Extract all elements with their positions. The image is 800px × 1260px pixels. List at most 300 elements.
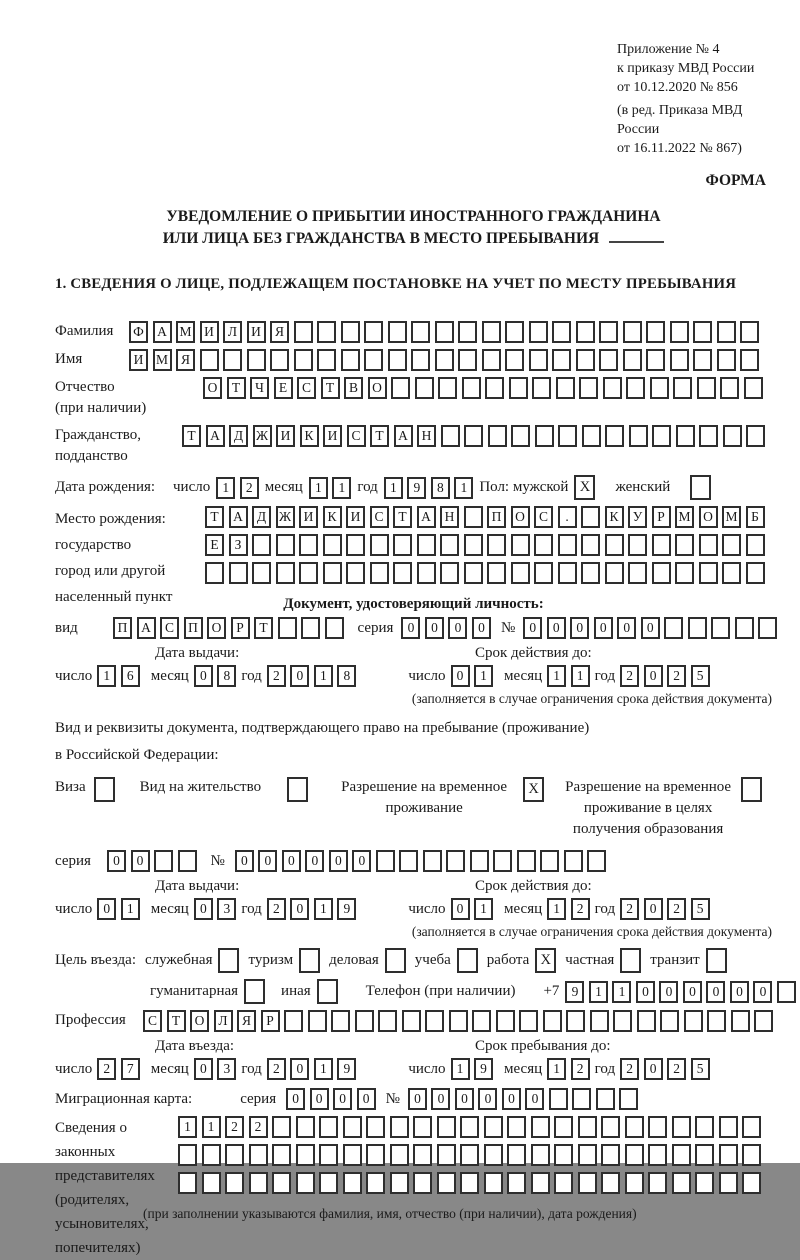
cell[interactable]: 0	[730, 981, 749, 1003]
cell[interactable]	[672, 1116, 691, 1138]
cell[interactable]: 0	[636, 981, 655, 1003]
cell[interactable]	[457, 948, 478, 973]
cell[interactable]	[581, 562, 600, 584]
cell[interactable]: О	[699, 506, 718, 528]
cell[interactable]	[697, 377, 716, 399]
cell[interactable]: Н	[440, 506, 459, 528]
cell[interactable]: С	[347, 425, 366, 447]
cell[interactable]: С	[143, 1010, 162, 1032]
cell[interactable]: Д	[252, 506, 271, 528]
cell[interactable]	[294, 321, 313, 343]
cell[interactable]: К	[323, 506, 342, 528]
cell[interactable]: 0	[455, 1088, 474, 1110]
cell[interactable]	[740, 349, 759, 371]
cell[interactable]: Т	[370, 425, 389, 447]
cell[interactable]	[331, 1010, 350, 1032]
cell[interactable]	[487, 562, 506, 584]
cell[interactable]: 0	[329, 850, 348, 872]
cell[interactable]: К	[300, 425, 319, 447]
cell[interactable]	[319, 1172, 338, 1194]
cell[interactable]: 0	[451, 665, 470, 687]
cell[interactable]	[438, 377, 457, 399]
cell[interactable]	[664, 617, 683, 639]
cell[interactable]	[587, 850, 606, 872]
cell[interactable]: 0	[451, 898, 470, 920]
cell[interactable]	[754, 1010, 773, 1032]
cell[interactable]	[323, 534, 342, 556]
cell[interactable]	[299, 562, 318, 584]
cell[interactable]	[252, 562, 271, 584]
cell[interactable]	[464, 506, 483, 528]
cell[interactable]	[637, 1010, 656, 1032]
cell[interactable]	[695, 1172, 714, 1194]
cell[interactable]	[402, 1010, 421, 1032]
cell[interactable]: 1	[314, 898, 333, 920]
cell[interactable]: Я	[176, 349, 195, 371]
cell[interactable]	[735, 617, 754, 639]
cell[interactable]	[672, 1172, 691, 1194]
cell[interactable]: 0	[194, 1058, 213, 1080]
cell[interactable]: О	[190, 1010, 209, 1032]
cell[interactable]	[366, 1144, 385, 1166]
cell[interactable]: 1	[547, 898, 566, 920]
cell[interactable]	[346, 534, 365, 556]
cell[interactable]	[540, 850, 559, 872]
cell[interactable]: А	[394, 425, 413, 447]
cell[interactable]	[534, 534, 553, 556]
cell[interactable]	[619, 1088, 638, 1110]
cell[interactable]: 0	[194, 898, 213, 920]
cell[interactable]	[346, 562, 365, 584]
cell[interactable]	[484, 1144, 503, 1166]
cell[interactable]	[717, 349, 736, 371]
cell[interactable]	[507, 1144, 526, 1166]
cell[interactable]	[543, 1010, 562, 1032]
cell[interactable]	[388, 349, 407, 371]
cell[interactable]	[284, 1010, 303, 1032]
cell[interactable]: 0	[425, 617, 444, 639]
cell[interactable]	[590, 1010, 609, 1032]
cell[interactable]	[722, 534, 741, 556]
cell[interactable]	[673, 377, 692, 399]
cell[interactable]: И	[346, 506, 365, 528]
cell[interactable]	[529, 349, 548, 371]
cell[interactable]	[741, 777, 762, 802]
cell[interactable]	[496, 1010, 515, 1032]
cell[interactable]: 2	[667, 1058, 686, 1080]
cell[interactable]	[464, 534, 483, 556]
cell[interactable]: 2	[620, 665, 639, 687]
cell[interactable]: 0	[235, 850, 254, 872]
cell[interactable]	[670, 321, 689, 343]
cell[interactable]: 8	[337, 665, 356, 687]
cell[interactable]: А	[417, 506, 436, 528]
cell[interactable]	[758, 617, 777, 639]
cell[interactable]	[599, 321, 618, 343]
cell[interactable]	[596, 1088, 615, 1110]
cell[interactable]	[531, 1116, 550, 1138]
cell[interactable]	[460, 1116, 479, 1138]
cell[interactable]	[294, 349, 313, 371]
cell[interactable]	[579, 377, 598, 399]
cell[interactable]: О	[368, 377, 387, 399]
cell[interactable]	[601, 1116, 620, 1138]
cell[interactable]: 1	[121, 898, 140, 920]
cell[interactable]	[719, 1116, 738, 1138]
cell[interactable]: 0	[570, 617, 589, 639]
cell[interactable]	[458, 321, 477, 343]
cell[interactable]: А	[137, 617, 156, 639]
cell[interactable]	[695, 1116, 714, 1138]
cell[interactable]	[646, 321, 665, 343]
cell[interactable]: 2	[97, 1058, 116, 1080]
cell[interactable]	[343, 1144, 362, 1166]
cell[interactable]	[626, 377, 645, 399]
cell[interactable]	[247, 349, 266, 371]
cell[interactable]	[507, 1116, 526, 1138]
cell[interactable]	[154, 850, 173, 872]
cell[interactable]	[552, 349, 571, 371]
cell[interactable]: Б	[746, 506, 765, 528]
cell[interactable]	[558, 562, 577, 584]
cell[interactable]	[717, 321, 736, 343]
cell[interactable]	[731, 1010, 750, 1032]
cell[interactable]	[578, 1172, 597, 1194]
cell[interactable]: Т	[227, 377, 246, 399]
cell[interactable]: 0	[408, 1088, 427, 1110]
cell[interactable]: 0	[644, 1058, 663, 1080]
cell[interactable]: 0	[352, 850, 371, 872]
cell[interactable]: 1	[202, 1116, 221, 1138]
cell[interactable]: 0	[310, 1088, 329, 1110]
cell[interactable]: 0	[478, 1088, 497, 1110]
cell[interactable]	[366, 1172, 385, 1194]
cell[interactable]	[581, 506, 600, 528]
cell[interactable]	[519, 1010, 538, 1032]
cell[interactable]	[628, 562, 647, 584]
cell[interactable]: Т	[393, 506, 412, 528]
cell[interactable]	[272, 1172, 291, 1194]
cell[interactable]: И	[247, 321, 266, 343]
cell[interactable]	[370, 534, 389, 556]
cell[interactable]	[554, 1172, 573, 1194]
cell[interactable]: Д	[229, 425, 248, 447]
cell[interactable]	[343, 1172, 362, 1194]
cell[interactable]: 1	[314, 1058, 333, 1080]
cell[interactable]	[229, 562, 248, 584]
cell[interactable]	[693, 349, 712, 371]
cell[interactable]	[252, 534, 271, 556]
cell[interactable]: 1	[571, 665, 590, 687]
cell[interactable]	[299, 534, 318, 556]
cell[interactable]	[413, 1172, 432, 1194]
cell[interactable]	[648, 1144, 667, 1166]
cell[interactable]	[225, 1144, 244, 1166]
cell[interactable]	[646, 349, 665, 371]
cell[interactable]: 9	[474, 1058, 493, 1080]
cell[interactable]	[460, 1144, 479, 1166]
cell[interactable]	[446, 850, 465, 872]
cell[interactable]: 7	[121, 1058, 140, 1080]
cell[interactable]: С	[370, 506, 389, 528]
cell[interactable]: 0	[683, 981, 702, 1003]
cell[interactable]	[554, 1116, 573, 1138]
cell[interactable]: 0	[617, 617, 636, 639]
cell[interactable]	[411, 349, 430, 371]
cell[interactable]: В	[344, 377, 363, 399]
cell[interactable]: 0	[594, 617, 613, 639]
cell[interactable]	[319, 1116, 338, 1138]
cell[interactable]: 2	[249, 1116, 268, 1138]
cell[interactable]	[695, 1144, 714, 1166]
cell[interactable]	[531, 1172, 550, 1194]
cell[interactable]	[675, 562, 694, 584]
cell[interactable]	[603, 377, 622, 399]
cell[interactable]	[484, 1172, 503, 1194]
cell[interactable]: 1	[314, 665, 333, 687]
cell[interactable]	[296, 1172, 315, 1194]
cell[interactable]: 2	[240, 477, 259, 499]
cell[interactable]: 0	[448, 617, 467, 639]
cell[interactable]	[707, 1010, 726, 1032]
cell[interactable]	[487, 534, 506, 556]
cell[interactable]: 0	[290, 1058, 309, 1080]
cell[interactable]	[706, 948, 727, 973]
cell[interactable]	[576, 321, 595, 343]
cell[interactable]	[554, 1144, 573, 1166]
cell[interactable]: 0	[547, 617, 566, 639]
cell[interactable]	[296, 1144, 315, 1166]
cell[interactable]	[690, 475, 711, 500]
cell[interactable]: 0	[525, 1088, 544, 1110]
cell[interactable]	[460, 1172, 479, 1194]
cell[interactable]: 0	[290, 665, 309, 687]
cell[interactable]	[415, 377, 434, 399]
cell[interactable]	[676, 425, 695, 447]
cell[interactable]	[531, 1144, 550, 1166]
cell[interactable]: 1	[612, 981, 631, 1003]
cell[interactable]	[178, 850, 197, 872]
cell[interactable]: Е	[274, 377, 293, 399]
cell[interactable]: 1	[178, 1116, 197, 1138]
cell[interactable]	[605, 562, 624, 584]
cell[interactable]: 2	[267, 898, 286, 920]
cell[interactable]	[578, 1144, 597, 1166]
cell[interactable]: 9	[337, 1058, 356, 1080]
cell[interactable]: 0	[282, 850, 301, 872]
cell[interactable]: 2	[667, 665, 686, 687]
cell[interactable]	[672, 1144, 691, 1166]
cell[interactable]	[620, 948, 641, 973]
cell[interactable]	[652, 562, 671, 584]
cell[interactable]: 2	[267, 665, 286, 687]
cell[interactable]: И	[323, 425, 342, 447]
cell[interactable]	[413, 1144, 432, 1166]
cell[interactable]: П	[113, 617, 132, 639]
cell[interactable]: О	[207, 617, 226, 639]
cell[interactable]: 0	[706, 981, 725, 1003]
cell[interactable]: И	[200, 321, 219, 343]
cell[interactable]	[376, 850, 395, 872]
cell[interactable]	[317, 321, 336, 343]
cell[interactable]	[623, 349, 642, 371]
cell[interactable]: М	[176, 321, 195, 343]
cell[interactable]	[746, 425, 765, 447]
cell[interactable]	[391, 377, 410, 399]
cell[interactable]: М	[722, 506, 741, 528]
cell[interactable]: X	[535, 948, 556, 973]
cell[interactable]	[742, 1144, 761, 1166]
cell[interactable]: 0	[659, 981, 678, 1003]
cell[interactable]: 0	[131, 850, 150, 872]
cell[interactable]: 0	[644, 898, 663, 920]
cell[interactable]	[441, 425, 460, 447]
cell[interactable]	[625, 1172, 644, 1194]
cell[interactable]	[390, 1116, 409, 1138]
cell[interactable]	[777, 981, 796, 1003]
cell[interactable]	[94, 777, 115, 802]
cell[interactable]	[437, 1144, 456, 1166]
cell[interactable]: 1	[547, 665, 566, 687]
cell[interactable]	[493, 850, 512, 872]
cell[interactable]	[511, 534, 530, 556]
cell[interactable]: 5	[691, 1058, 710, 1080]
cell[interactable]	[202, 1172, 221, 1194]
cell[interactable]	[558, 534, 577, 556]
cell[interactable]: О	[203, 377, 222, 399]
cell[interactable]	[178, 1144, 197, 1166]
cell[interactable]	[370, 562, 389, 584]
cell[interactable]	[660, 1010, 679, 1032]
cell[interactable]	[684, 1010, 703, 1032]
cell[interactable]	[341, 321, 360, 343]
cell[interactable]	[605, 425, 624, 447]
cell[interactable]: 0	[357, 1088, 376, 1110]
cell[interactable]	[581, 534, 600, 556]
cell[interactable]: 6	[121, 665, 140, 687]
cell[interactable]	[323, 562, 342, 584]
cell[interactable]	[178, 1172, 197, 1194]
cell[interactable]	[464, 425, 483, 447]
cell[interactable]: 9	[565, 981, 584, 1003]
cell[interactable]: Ж	[276, 506, 295, 528]
cell[interactable]	[272, 1144, 291, 1166]
cell[interactable]	[435, 321, 454, 343]
cell[interactable]: 3	[217, 1058, 236, 1080]
cell[interactable]	[366, 1116, 385, 1138]
cell[interactable]	[223, 349, 242, 371]
cell[interactable]	[629, 425, 648, 447]
cell[interactable]: Р	[261, 1010, 280, 1032]
cell[interactable]: У	[628, 506, 647, 528]
cell[interactable]	[625, 1144, 644, 1166]
cell[interactable]	[225, 1172, 244, 1194]
cell[interactable]	[517, 850, 536, 872]
cell[interactable]	[390, 1144, 409, 1166]
cell[interactable]	[440, 562, 459, 584]
cell[interactable]: X	[523, 777, 544, 802]
cell[interactable]	[688, 617, 707, 639]
cell[interactable]	[719, 1144, 738, 1166]
cell[interactable]: И	[129, 349, 148, 371]
cell[interactable]: 2	[571, 898, 590, 920]
cell[interactable]	[341, 349, 360, 371]
cell[interactable]	[558, 425, 577, 447]
cell[interactable]: 1	[474, 898, 493, 920]
cell[interactable]	[411, 321, 430, 343]
cell[interactable]: 0	[290, 898, 309, 920]
cell[interactable]	[393, 534, 412, 556]
cell[interactable]: 1	[547, 1058, 566, 1080]
cell[interactable]: Р	[652, 506, 671, 528]
cell[interactable]	[556, 377, 575, 399]
cell[interactable]	[535, 425, 554, 447]
cell[interactable]	[296, 1116, 315, 1138]
cell[interactable]	[648, 1172, 667, 1194]
cell[interactable]	[276, 562, 295, 584]
cell[interactable]	[355, 1010, 374, 1032]
cell[interactable]: И	[299, 506, 318, 528]
cell[interactable]	[564, 850, 583, 872]
cell[interactable]: 0	[502, 1088, 521, 1110]
cell[interactable]	[711, 617, 730, 639]
cell[interactable]	[744, 377, 763, 399]
cell[interactable]	[417, 562, 436, 584]
cell[interactable]	[272, 1116, 291, 1138]
cell[interactable]	[675, 534, 694, 556]
cell[interactable]: О	[511, 506, 530, 528]
cell[interactable]	[599, 349, 618, 371]
cell[interactable]: Л	[223, 321, 242, 343]
cell[interactable]	[278, 617, 297, 639]
cell[interactable]: А	[153, 321, 172, 343]
cell[interactable]	[393, 562, 412, 584]
cell[interactable]	[699, 534, 718, 556]
cell[interactable]: Ф	[129, 321, 148, 343]
cell[interactable]: Я	[270, 321, 289, 343]
cell[interactable]: X	[574, 475, 595, 500]
cell[interactable]	[244, 979, 265, 1004]
cell[interactable]	[399, 850, 418, 872]
cell[interactable]	[723, 425, 742, 447]
cell[interactable]	[628, 534, 647, 556]
cell[interactable]: 5	[691, 898, 710, 920]
cell[interactable]	[601, 1144, 620, 1166]
cell[interactable]	[437, 1116, 456, 1138]
cell[interactable]	[488, 425, 507, 447]
cell[interactable]	[388, 321, 407, 343]
cell[interactable]	[670, 349, 689, 371]
cell[interactable]	[390, 1172, 409, 1194]
cell[interactable]	[576, 349, 595, 371]
cell[interactable]: 9	[407, 477, 426, 499]
cell[interactable]: 8	[431, 477, 450, 499]
cell[interactable]	[364, 349, 383, 371]
cell[interactable]: 1	[332, 477, 351, 499]
cell[interactable]	[582, 425, 601, 447]
cell[interactable]	[482, 321, 501, 343]
cell[interactable]: Р	[231, 617, 250, 639]
cell[interactable]: 0	[431, 1088, 450, 1110]
cell[interactable]: Я	[237, 1010, 256, 1032]
cell[interactable]: Ч	[250, 377, 269, 399]
cell[interactable]	[270, 349, 289, 371]
cell[interactable]: Л	[214, 1010, 233, 1032]
cell[interactable]: И	[276, 425, 295, 447]
cell[interactable]	[449, 1010, 468, 1032]
cell[interactable]	[505, 349, 524, 371]
cell[interactable]	[385, 948, 406, 973]
